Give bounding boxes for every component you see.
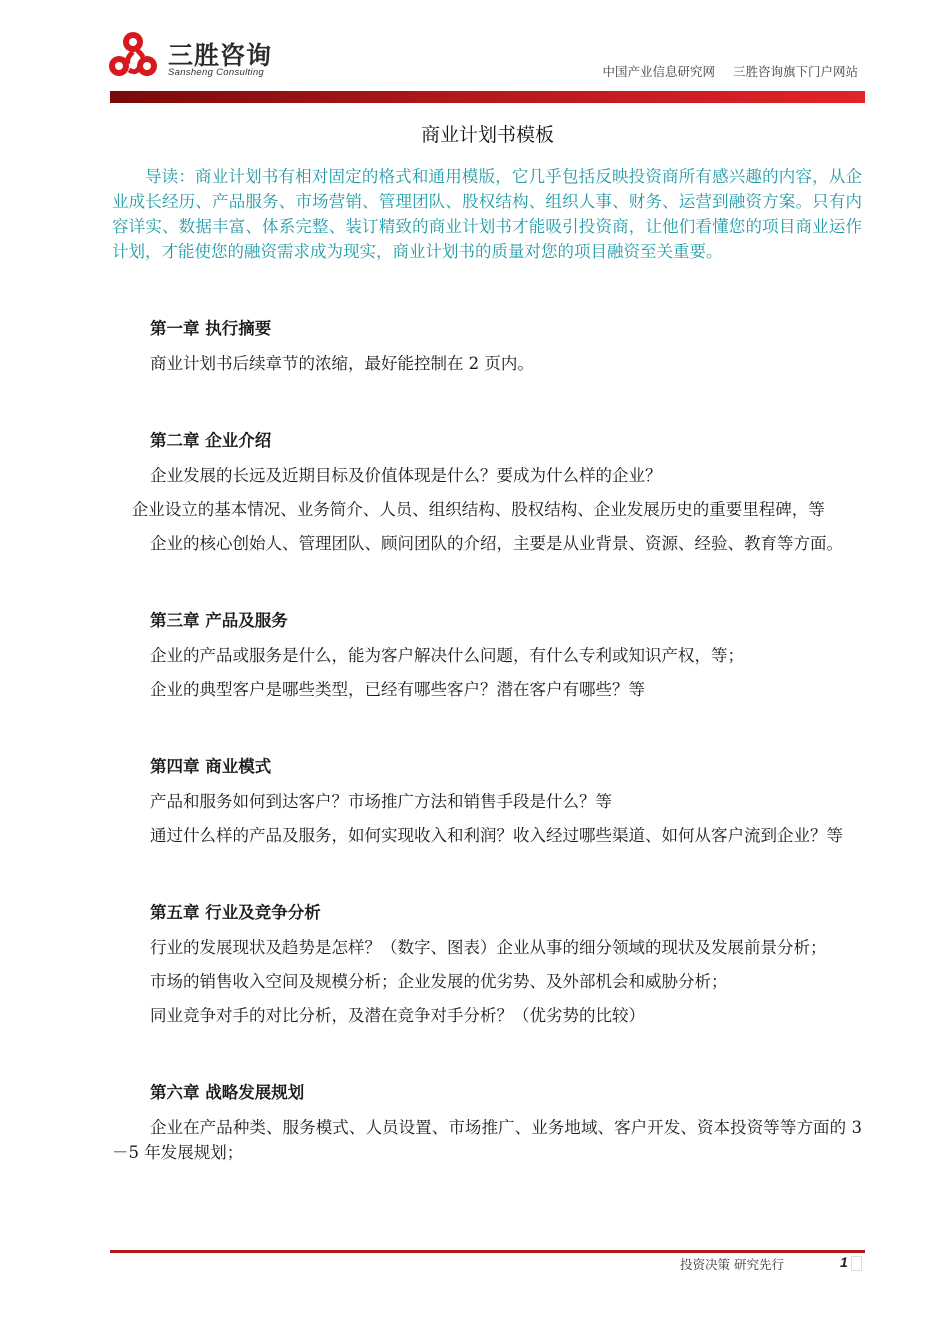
chapter-paragraph: 企业的产品或服务是什么，能为客户解决什么问题，有什么专利或知识产权，等； [149, 646, 744, 665]
header-links [602, 62, 858, 80]
chapter-title: 第六章 战略发展规划 [150, 1083, 305, 1102]
chapter-paragraph: 市场的销售收入空间及规模分析；企业发展的优劣势、及外部机会和威胁分析； [149, 972, 728, 991]
chapter-5 [112, 900, 862, 1028]
chapter-paragraph: 产品和服务如何到达客户？市场推广方法和销售手段是什么？等 [149, 792, 612, 811]
chapter-paragraph: 同业竞争对手的对比分析，及潜在竞争对手分析？（优劣势的比较） [149, 1006, 645, 1025]
chapter-paragraph: 企业的核心创始人、管理团队、顾问团队的介绍，主要是从业背景、资源、经验、教育等方面。 [149, 534, 843, 553]
page-header [0, 0, 950, 110]
chapter-paragraph: 企业的典型客户是哪些类型，已经有哪些客户？潜在客户有哪些？等 [149, 680, 645, 699]
chapter-3 [112, 608, 862, 702]
chapter-paragraph: 企业在产品种类、服务模式、人员设置、市场推广、业务地域、客户开发、资本投资等等方面的 3－5 年发展规划； [112, 1118, 862, 1162]
chapter-4 [112, 754, 862, 848]
header-link-portal[interactable]: 三胜咨询旗下门户网站 [732, 64, 858, 79]
page-number-box [851, 1256, 862, 1271]
chapter-paragraph: 企业设立的基本情况、业务简介、人员、组织结构、股权结构、企业发展历史的重要里程碑，等 [131, 500, 825, 519]
header-accent-bar [110, 91, 865, 103]
document-body [112, 164, 862, 1174]
chapter-paragraph: 企业发展的长远及近期目标及价值体现是什么？要成为什么样的企业？ [149, 466, 662, 485]
header-link-industry-network[interactable]: 中国产业信息研究网 [602, 64, 715, 79]
chapter-title: 第五章 行业及竞争分析 [150, 903, 321, 922]
chapter-title: 第四章 商业模式 [150, 757, 272, 776]
sansheng-logo-icon [106, 30, 160, 82]
chapter-2 [112, 428, 862, 556]
page-number: 1 [840, 1254, 848, 1270]
chapter-1 [112, 316, 862, 376]
chapter-6 [112, 1080, 862, 1165]
intro-paragraph: 导读：商业计划书有相对固定的格式和通用模版，它几乎包括反映投资商所有感兴趣的内容，从企业成长经历、产品服务、市场营销、管理团队、股权结构、组织人事、财务、运营到融资方案。只有内容详实、数据丰富、体系完整、装订精致的商业计划书才能吸引投资商，让他们看懂您的项目商业运作计划，才能使您的融资需求成为现实，商业计划书的质量对您的项目融资至关重要。 [112, 167, 862, 261]
chapter-paragraph: 通过什么样的产品及服务，如何实现收入和利润？收入经过哪些渠道、如何从客户流到企业？等 [149, 826, 843, 845]
chapter-title: 第二章 企业介绍 [150, 431, 272, 450]
footer-slogan: 投资决策 研究先行 [680, 1257, 784, 1272]
chapter-paragraph: 商业计划书后续章节的浓缩，最好能控制在 2 页内。 [149, 354, 534, 373]
brand-english-name: Sansheng Consulting [168, 67, 265, 78]
brand-name: 三胜咨询 [168, 41, 273, 70]
chapter-paragraph: 行业的发展现状及趋势是怎样？（数字、图表）企业从事的细分领域的现状及发展前景分析； [149, 938, 827, 957]
chapter-title: 第一章 执行摘要 [150, 319, 272, 338]
document-title: 商业计划书模板 [420, 124, 554, 146]
footer-divider [110, 1250, 865, 1253]
chapter-title: 第三章 产品及服务 [150, 611, 288, 630]
